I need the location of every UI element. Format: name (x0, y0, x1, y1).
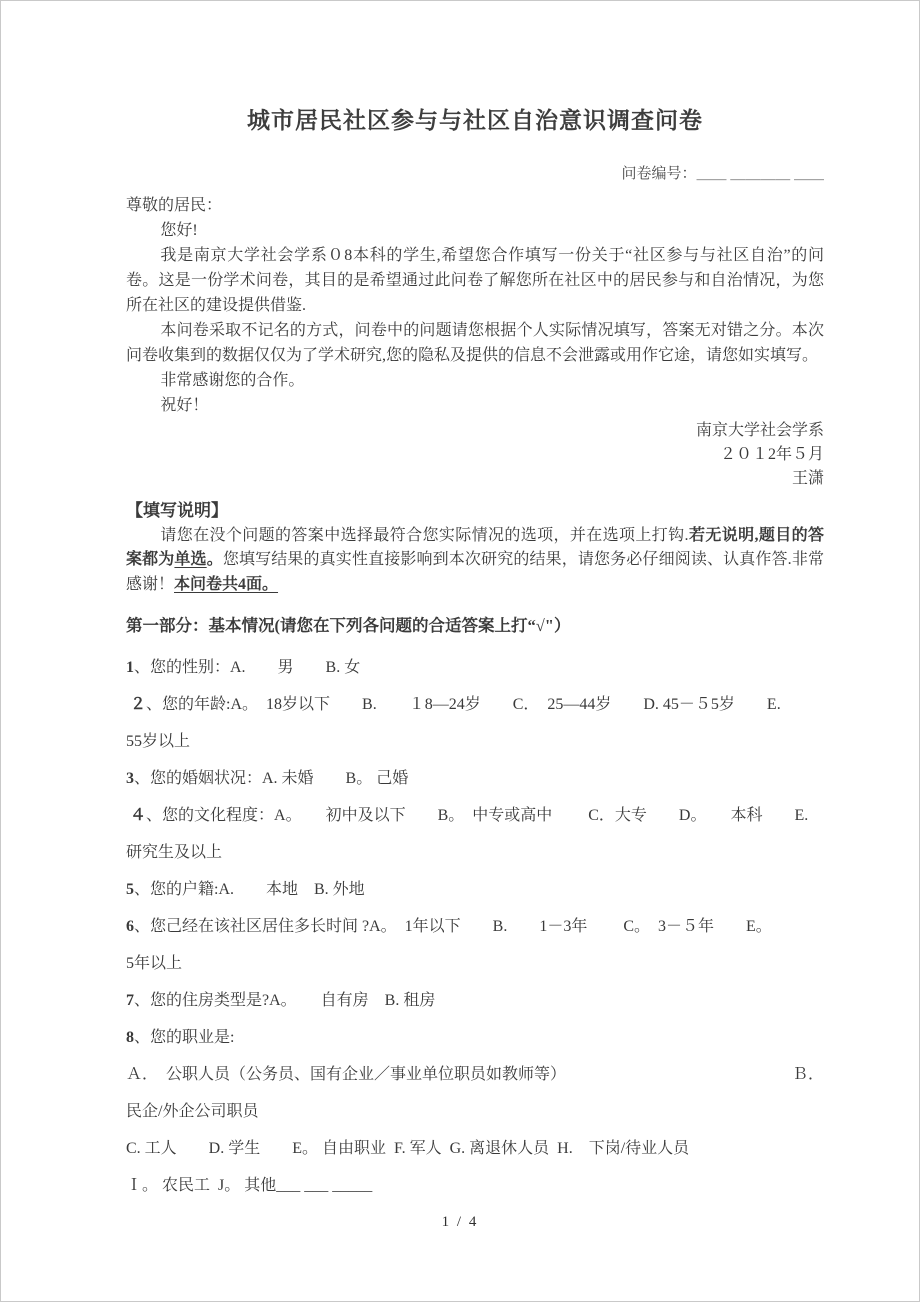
question-5-text: 、您的户籍:A. 本地 B. 外地 (134, 881, 365, 899)
signature-name: 王潇 (791, 470, 824, 487)
question-1-text: 、您的性别：A. 男 B. 女 (134, 659, 361, 677)
question-8-option-a: Ａ． 公职人员（公务员、国有企业／事业单位职员如教师等） (126, 1066, 567, 1084)
signature-block (126, 419, 824, 491)
question-5-household-registration (126, 871, 824, 908)
thanks-line: 非常感谢您的合作。 (160, 372, 305, 389)
signature-organization: 南京大学社会学系 (695, 422, 824, 439)
question-6-residence-duration-line-2: 5年以上 (126, 955, 183, 973)
greeting: 您好! (160, 222, 198, 239)
question-8-occupation-options-line-3: C. 工人 D. 学生 E。 自由职业 F. 军人 G. 离退休人员 H. 下岗/待业人员 (126, 1140, 690, 1158)
question-7-number: 7 (126, 992, 134, 1010)
question-3-marital-status (126, 760, 824, 797)
page-number: 1 / 4 (441, 1214, 479, 1230)
question-4-number: ４ (126, 807, 147, 825)
instructions-heading: 【填写说明】 (126, 501, 228, 520)
questionnaire-number-blank: ＿＿ ＿＿＿＿ ＿＿ (696, 166, 824, 182)
question-2-text: 、您的年龄:A。 18岁以下 B. １8—24岁 C． 25—44岁 D. 45－５5岁 E. (146, 696, 781, 714)
question-8-occupation-options-line-1 (126, 1056, 824, 1093)
question-8-occupation-options-line-4: Ｉ。 农民工 J。 其他___ ___ _____ (126, 1177, 373, 1195)
question-2-age-line-1 (126, 686, 824, 723)
instructions-text-bold-underline-1: 单选 (174, 551, 207, 569)
wish-line: 祝好！ (160, 397, 209, 414)
question-3-number: 3 (126, 770, 134, 788)
question-2-number: ２ (126, 696, 147, 714)
question-8-number: 8 (126, 1029, 134, 1047)
instructions-text-bold-underline-2: 本问卷共4面。 (174, 575, 279, 593)
instructions-text-normal-2: 您填写结果的真实性直接影响到本次研究的结果，请您务必仔细阅读、认真作答.非常感谢！ (126, 551, 824, 593)
questionnaire-number-line (126, 163, 824, 185)
instructions-text-bold-1: 若无说明,题目的答案都为 (126, 527, 824, 569)
instructions-text-bold-2: 。 (206, 551, 223, 569)
question-4-text: 、您的文化程度：A。 初中及以下 B。 中专或高中 C．大专 D。 本科 E. (146, 807, 809, 825)
question-6-number: 6 (126, 918, 134, 936)
intro-paragraph-1: 我是南京大学社会学系０8本科的学生,希望您合作填写一份关于“社区参与与社区自治”的问卷。这是一份学术问卷，其目的是希望通过此问卷了解您所在社区中的居民参与和自治情况，为您所在社区的建设提供借鉴. (126, 247, 824, 314)
intro-paragraph-2: 本问卷采取不记名的方式，问卷中的问题请您根据个人实际情况填写，答案无对错之分。本次问卷收集到的数据仅仅为了学术研究,您的隐私及提供的信息不会泄露或用作它途，请您如实填写。 (126, 322, 824, 364)
intro-letter (126, 193, 824, 418)
question-8-occupation-heading (126, 1019, 824, 1056)
question-8-text: 、您的职业是: (134, 1029, 235, 1047)
signature-date: ２０１2年５月 (719, 446, 824, 463)
question-5-number: 5 (126, 881, 134, 899)
instructions-text-normal-1: 请您在没个问题的答案中选择最符合您实际情况的选项，并在选项上打钩. (160, 527, 689, 544)
questionnaire-number-label: 问卷编号： (621, 166, 697, 182)
salutation: 尊敬的居民： (126, 197, 223, 214)
question-4-education-line-2: 研究生及以上 (126, 844, 223, 862)
instructions-paragraph (126, 524, 824, 597)
question-8-occupation-options-line-2: 民企/外企公司职员 (126, 1103, 259, 1121)
page-content (1, 1, 919, 1204)
page-title: 城市居民社区参与与社区自治意识调查问卷 (247, 108, 703, 133)
section1-heading: 第一部分：基本情况(请您在下列各问题的合适答案上打“√"） (126, 616, 571, 636)
question-2-age-line-2: 55岁以上 (126, 733, 191, 751)
question-1-gender (126, 649, 824, 686)
question-1-number: 1 (126, 659, 134, 677)
question-8-option-b-label: Ｂ． (791, 1066, 824, 1084)
questions-list (126, 649, 824, 1204)
question-7-housing-type (126, 982, 824, 1019)
question-4-education-line-1 (126, 797, 824, 834)
question-7-text: 、您的住房类型是?A。 自有房 B. 租房 (134, 992, 436, 1010)
question-6-residence-duration-line-1 (126, 908, 824, 945)
question-3-text: 、您的婚姻状况：A. 未婚 B。 己婚 (134, 770, 409, 788)
question-6-text: 、您己经在该社区居住多长时间 ?A。 1年以下 B. 1－3年 C。 3－５年 E。 (134, 918, 772, 936)
